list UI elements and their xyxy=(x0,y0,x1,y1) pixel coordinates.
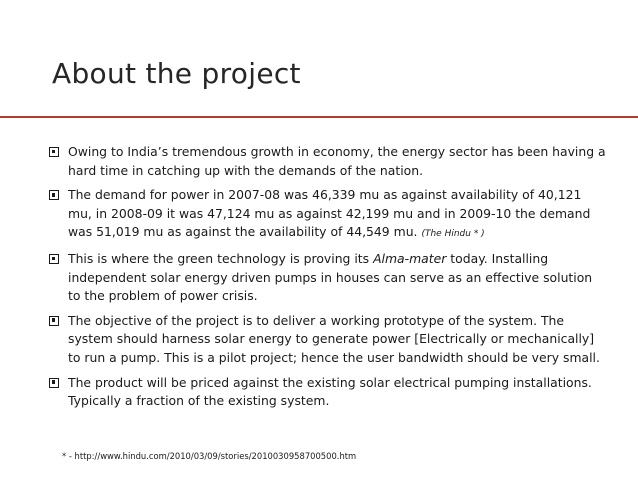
citation: (The Hindu * ) xyxy=(421,229,485,240)
footnote: * - http://www.hindu.com/2010/03/09/stories/2010030958700500.htm xyxy=(62,451,357,461)
bullet-text: The demand for power in 2007-08 was 46,339 mu as against availability of 40,121 mu, in 2008-09 it was 47,124 mu as against 42,199 mu and in 2009-10 the demand was 51,019 mu as against the availability of 44,549 mu. xyxy=(68,187,591,240)
bullet-item xyxy=(48,186,608,244)
emphasis-text: Alma-mater xyxy=(373,250,447,266)
bullet-text: The objective of the project is to deliver a working prototype of the system. The system should harness solar energy to generate power [Electrically or mechanically] to run a pump. This is a pilot project; hence the user bandwidth should be very small. xyxy=(68,312,600,365)
bullet-text: The product will be priced against the existing solar electrical pumping installations. Typically a fraction of the existing system. xyxy=(68,374,592,409)
bullet-text: Owing to India’s tremendous growth in economy, the energy sector has been having a hard time in catching up with the demands of the nation. xyxy=(68,144,606,178)
bullet-item xyxy=(48,374,608,411)
square-bullet-icon xyxy=(49,190,59,200)
title-divider xyxy=(0,116,638,118)
square-bullet-icon xyxy=(49,147,59,157)
bullet-text: today. Installing independent solar energy driven pumps in houses can serve as an effective solution to the problem of power crisis. xyxy=(68,250,593,304)
square-bullet-icon xyxy=(49,316,59,326)
slide-title: About the project xyxy=(52,57,301,90)
bullet-item xyxy=(48,143,608,180)
bullet-item xyxy=(48,312,608,368)
bullet-list xyxy=(48,143,608,417)
bullet-text: This is where the green technology is proving its xyxy=(68,250,374,266)
bullet-item xyxy=(48,250,608,306)
square-bullet-icon xyxy=(49,378,59,388)
square-bullet-icon xyxy=(49,254,59,264)
